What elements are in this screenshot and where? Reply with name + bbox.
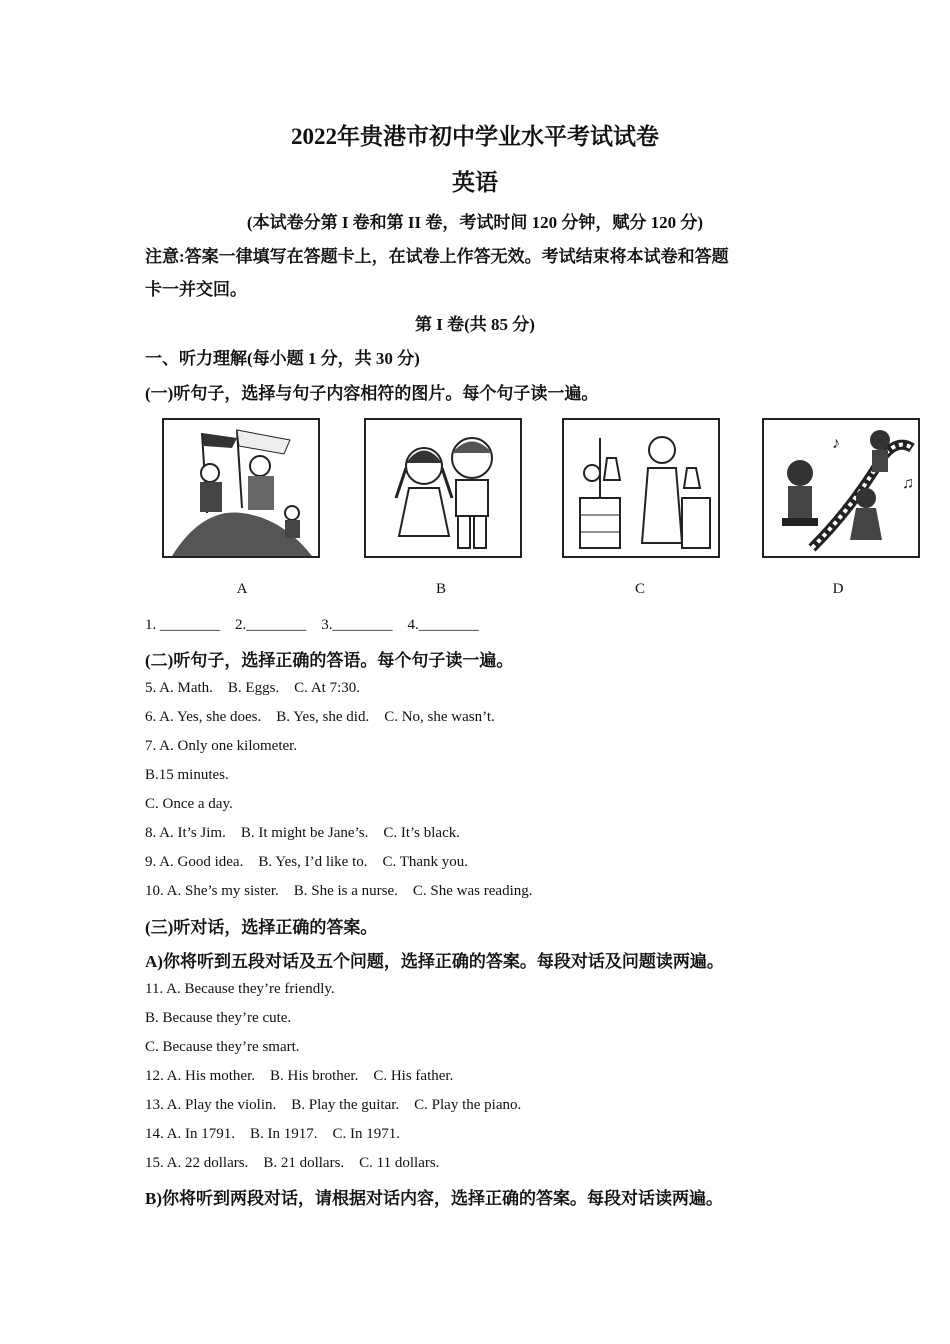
scientist-lab-icon	[562, 418, 720, 558]
question-line: 9. A. Good idea. B. Yes, I’d like to. C. Thank you.	[145, 854, 469, 870]
question-line: 10. A. She’s my sister. B. She is a nurse. C. She was reading.	[145, 883, 533, 899]
part2-title: (二)听句子，选择正确的答语。每个句子读一遍。	[145, 651, 514, 670]
question-line: 14. A. In 1791. B. In 1917. C. In 1971.	[145, 1126, 400, 1142]
question-line: 5. A. Math. B. Eggs. C. At 7:30.	[145, 680, 361, 696]
svg-text:♫: ♫	[902, 475, 914, 492]
exam-info: (本试卷分第 I 卷和第 II 卷，考试时间 120 分钟，赋分 120 分)	[246, 213, 704, 232]
climbing-flag-icon	[162, 418, 320, 558]
picture-label-c: C	[634, 581, 645, 597]
picture-label-d: D	[832, 581, 844, 597]
question-line: B.15 minutes.	[145, 767, 229, 783]
question-line: C. Once a day.	[145, 796, 233, 812]
notice-line-1: 注意:答案一律填写在答题卡上，在试卷上作答无效。考试结束将本试卷和答题	[145, 247, 729, 266]
question-line: 12. A. His mother. B. His brother. C. His father.	[145, 1068, 454, 1084]
question-line: 8. A. It’s Jim. B. It might be Jane’s. C. It’s black.	[145, 825, 460, 841]
question-line: 11. A. Because they’re friendly.	[145, 981, 335, 997]
question-line: 7. A. Only one kilometer.	[145, 738, 298, 754]
notice-line-2: 卡一并交回。	[145, 280, 247, 299]
answer-blanks: 1. ________ 2.________ 3.________ 4.________	[145, 617, 479, 633]
exam-title: 2022年贵港市初中学业水平考试试卷	[291, 124, 659, 149]
volume-title: 第 I 卷(共 85 分)	[415, 315, 535, 334]
music-children-icon	[762, 418, 920, 558]
picture-a	[162, 418, 320, 558]
question-line: C. Because they’re smart.	[145, 1039, 300, 1055]
question-line: 15. A. 22 dollars. B. 21 dollars. C. 11 dollars.	[145, 1155, 440, 1171]
part3-title: (三)听对话，选择正确的答案。	[145, 918, 378, 937]
picture-c	[562, 418, 720, 558]
subject-title: 英语	[452, 170, 498, 195]
question-line: 6. A. Yes, she does. B. Yes, she did. C. No, she wasn’t.	[145, 709, 495, 725]
part3b-instructions: B)你将听到两段对话，请根据对话内容，选择正确的答案。每段对话读两遍。	[145, 1189, 723, 1208]
picture-b	[364, 418, 522, 558]
two-children-icon	[364, 418, 522, 558]
part3a-instructions: A)你将听到五段对话及五个问题，选择正确的答案。每段对话及问题读两遍。	[145, 952, 724, 971]
picture-d	[762, 418, 920, 558]
picture-label-b: B	[435, 581, 446, 597]
section-title: 一、听力理解(每小题 1 分，共 30 分)	[145, 349, 420, 368]
question-line: 13. A. Play the violin. B. Play the guitar. C. Play the piano.	[145, 1097, 522, 1113]
part1-title: (一)听句子，选择与句子内容相符的图片。每个句子读一遍。	[145, 384, 599, 403]
svg-text:♪: ♪	[832, 435, 840, 452]
question-line: B. Because they’re cute.	[145, 1010, 292, 1026]
picture-label-a: A	[236, 581, 248, 597]
